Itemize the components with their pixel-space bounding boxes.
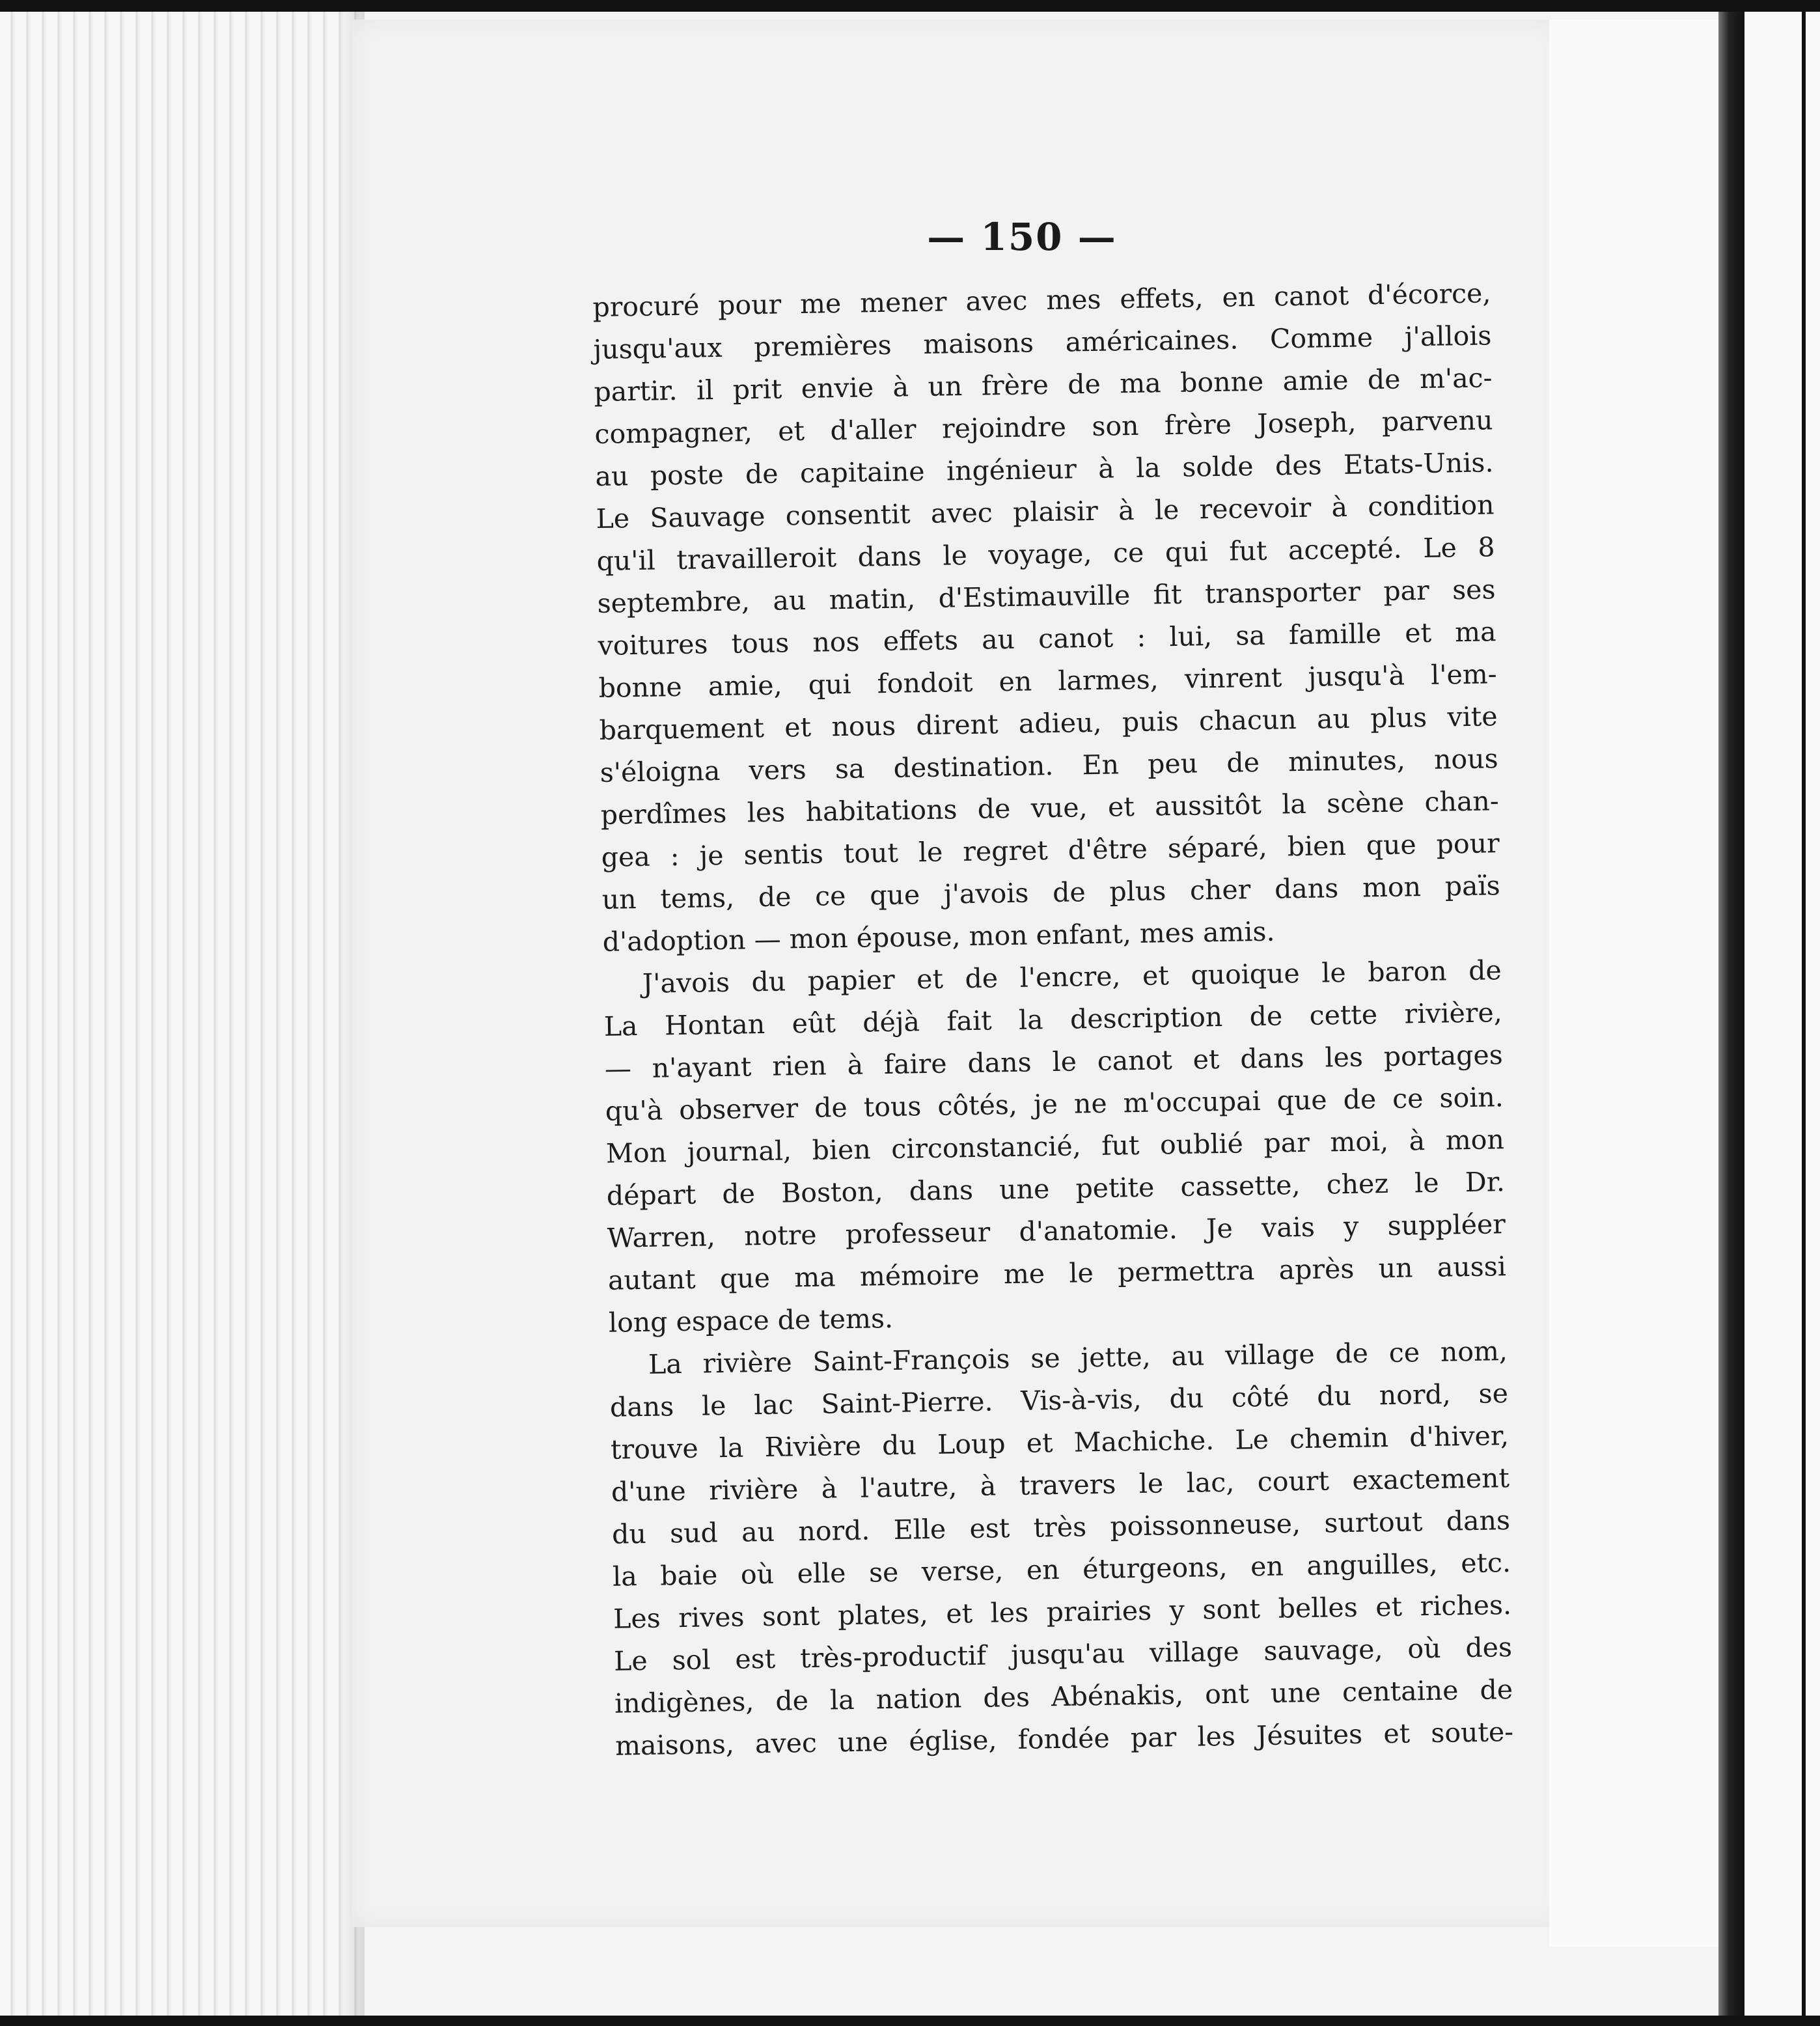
text-line: qu'il travailleroit dans le voyage, ce qui fut accepté. Le 8 xyxy=(596,531,1495,577)
scan-margin-right xyxy=(1744,0,1820,2026)
text-line: dans le lac Saint-Pierre. Vis-à-vis, du côté du nord, se xyxy=(609,1378,1509,1423)
text-line: maisons, avec une église, fondée par les Jésuites et soute- xyxy=(614,1716,1514,1762)
text-line: — n'ayant rien à faire dans le canot et dans les portages xyxy=(604,1039,1504,1085)
text-line: Mon journal, bien circonstancié, fut oublié par moi, à mon xyxy=(605,1124,1505,1169)
scan-border-bottom xyxy=(0,2016,1820,2026)
text-line: Warren, notre professeur d'anatomie. Je vais y suppléer xyxy=(607,1208,1506,1254)
book-page-edges xyxy=(0,0,365,2026)
text-line: septembre, au matin, d'Estimauville fit transporter par ses xyxy=(597,574,1496,619)
text-line: barquement et nous dirent adieu, puis chacun au plus vite xyxy=(599,701,1498,746)
page-number: — 150 — xyxy=(927,215,1117,259)
text-line: Le sol est très-productif jusqu'au village sauvage, où des xyxy=(613,1631,1513,1677)
text-line: un tems, de ce que j'avois de plus cher dans mon païs xyxy=(601,870,1501,915)
text-line: voitures tous nos effets au canot : lui, sa famille et ma xyxy=(598,616,1496,661)
text-line: trouve la Rivière du Loup et Machiche. Le chemin d'hiver, xyxy=(610,1420,1510,1465)
text-line: la baie où elle se verse, en éturgeons, en anguilles, etc. xyxy=(612,1547,1511,1592)
text-line: indigènes, de la nation des Abénakis, ont une centaine de xyxy=(614,1674,1513,1719)
text-line: procuré pour me mener avec mes effets, en canot d'écorce, xyxy=(592,277,1491,323)
text-line: s'éloigna vers sa destination. En peu de minutes, nous xyxy=(600,743,1498,788)
text-line: jusqu'aux premières maisons américaines. Comme j'allois xyxy=(593,320,1492,365)
scan-border-line xyxy=(1802,0,1806,2026)
text-line: d'une rivière à l'autre, à travers le lac, court exactement xyxy=(611,1462,1510,1508)
text-line: autant que ma mémoire me le permettra après un aussi xyxy=(607,1251,1507,1296)
text-line: partir. il prit envie à un frère de ma bonne amie de m'ac- xyxy=(594,362,1493,408)
text-line: J'avois du papier et de l'encre, et quoique le baron de xyxy=(642,954,1502,999)
text-line: La rivière Saint-François se jette, au village de ce nom, xyxy=(648,1335,1508,1380)
scan-border-right xyxy=(1718,0,1744,2026)
paragraph-1 xyxy=(592,272,1501,964)
text-line: gea : je sentis tout le regret d'être séparé, bien que pour xyxy=(601,827,1500,873)
text-line: long espace de tems. xyxy=(608,1302,894,1339)
paragraph-3 xyxy=(609,1330,1514,1768)
text-line: Les rives sont plates, et les prairies y sont belles et riches. xyxy=(613,1589,1512,1635)
text-line: d'adoption — mon épouse, mon enfant, mes amis. xyxy=(602,915,1275,958)
text-line: départ de Boston, dans une petite cassette, chez le Dr. xyxy=(606,1166,1506,1212)
text-line: Le Sauvage consentit avec plaisir à le recevoir à condition xyxy=(596,489,1495,534)
scan-border-top xyxy=(0,0,1820,12)
body-text xyxy=(592,272,1514,1767)
text-line: compagner, et d'aller rejoindre son frère Joseph, parvenu xyxy=(594,404,1493,450)
text-line: bonne amie, qui fondoit en larmes, vinrent jusqu'à l'em- xyxy=(598,658,1497,704)
text-line: du sud au nord. Elle est très poissonneuse, surtout dans xyxy=(611,1505,1511,1550)
text-line: au poste de capitaine ingénieur à la solde des Etats-Unis. xyxy=(595,447,1494,492)
text-line: qu'à observer de tous côtés, je ne m'occupai que de ce soin. xyxy=(605,1081,1504,1127)
text-line: La Hontan eût déjà fait la description de cette rivière, xyxy=(603,997,1503,1042)
text-line: perdîmes les habitations de vue, et aussitôt la scène chan- xyxy=(600,785,1499,831)
paragraph-2 xyxy=(603,949,1507,1344)
facing-blank-leaf xyxy=(1549,20,1744,1947)
